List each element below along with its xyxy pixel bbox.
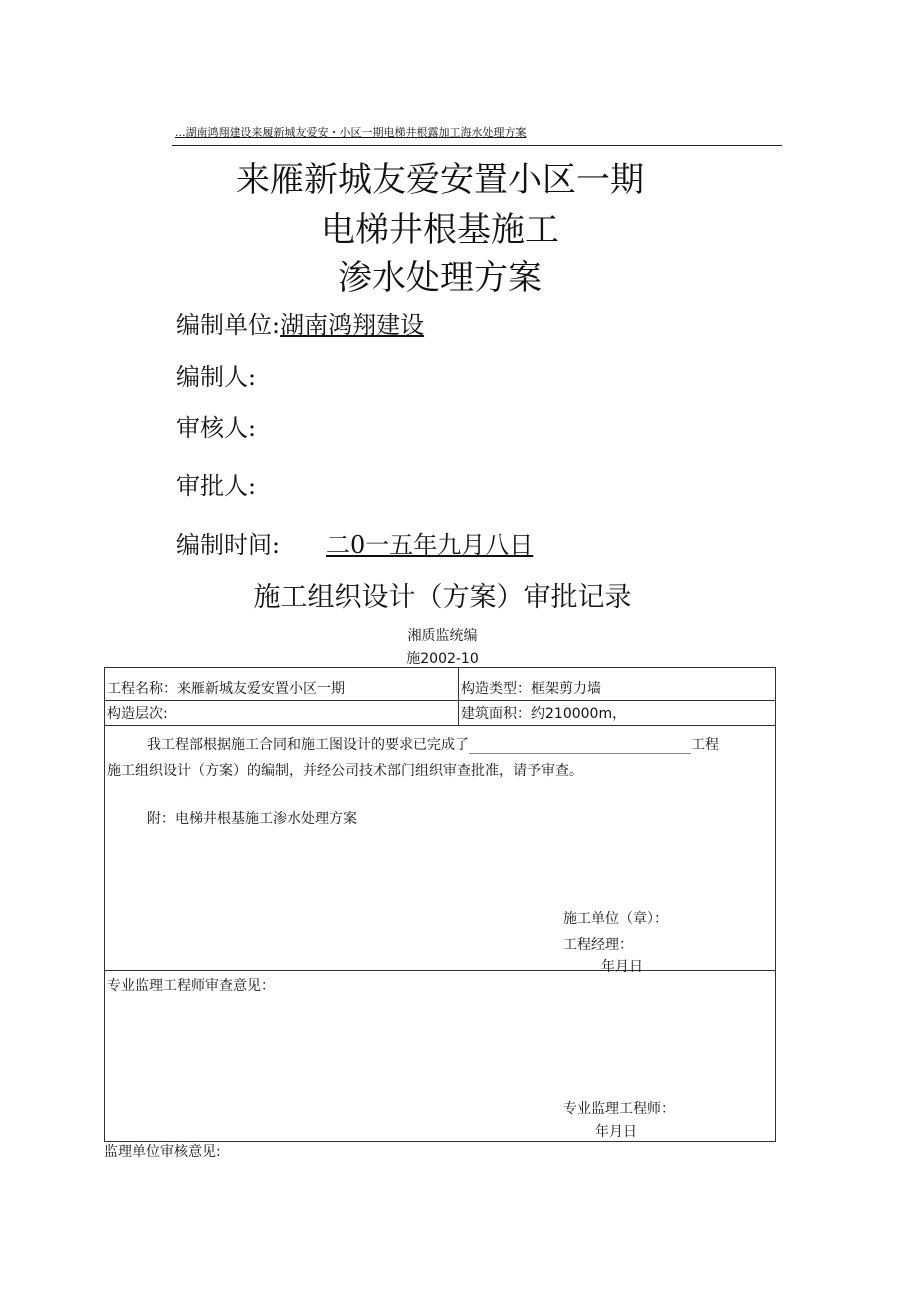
- running-header: ...湖南鸿翔建设来履新城友爱安・小区一期电梯井根露加工海水处理方案: [175, 126, 527, 139]
- submission-cell: [105, 726, 776, 975]
- record-title: 施工组织设计（方案）审批记录: [253, 582, 632, 613]
- reviewer-label: 审核人:: [176, 414, 257, 442]
- area-cell: 建筑面积：约210000m，: [459, 701, 776, 726]
- supervisor-date: 年月日: [595, 1124, 637, 1140]
- footer-opinion: 监理单位审核意见:: [104, 1144, 221, 1160]
- unit-field: [176, 305, 424, 340]
- body-line-1-end: 工程: [691, 737, 719, 753]
- supervisor-opinion: 专业监理工程师审查意见：: [107, 978, 275, 994]
- approval-table: [104, 667, 776, 1142]
- title-line-2: 电梯井根基施工: [321, 210, 559, 250]
- date-label: 编制时间:: [176, 531, 281, 559]
- form-code-1: 湘质监统编: [407, 628, 478, 644]
- header-rule: [172, 145, 782, 146]
- sign-unit: 施工单位（章）：: [563, 911, 668, 927]
- project-name-cell: 工程名称：来雁新城友爱安置小区一期: [105, 668, 459, 701]
- supervisor-cell: [105, 971, 776, 1142]
- body-line-2: 施工组织设计（方案）的编制，并经公司技术部门组织审查批准，请予审查。: [107, 763, 583, 779]
- title-line-3: 渗水处理方案: [338, 258, 542, 298]
- unit-value: 湖南鸿翔建设: [280, 311, 425, 339]
- structure-type-cell: 构造类型：框架剪力墙: [459, 668, 776, 701]
- supervisor-sign: 专业监理工程师：: [563, 1101, 675, 1117]
- form-code-2: 施2002-10: [406, 651, 479, 667]
- sign-date: 年月日: [601, 959, 643, 975]
- attachment-text: 附：电梯井根基施工渗水处理方案: [147, 811, 357, 827]
- sign-manager: 工程经理：: [563, 937, 633, 953]
- project-blank: [469, 739, 691, 754]
- approver-label: 审批人:: [176, 472, 257, 500]
- floors-cell: 构造层次:: [105, 701, 459, 726]
- author-label: 编制人:: [176, 363, 257, 391]
- body-line-1: 我工程部根据施工合同和施工图设计的要求已完成了: [147, 737, 469, 753]
- date-value: 二0一五年九月八日: [326, 531, 534, 559]
- title-line-1: 来雁新城友爱安置小区一期: [236, 160, 644, 200]
- unit-label: 编制单位:: [176, 311, 281, 339]
